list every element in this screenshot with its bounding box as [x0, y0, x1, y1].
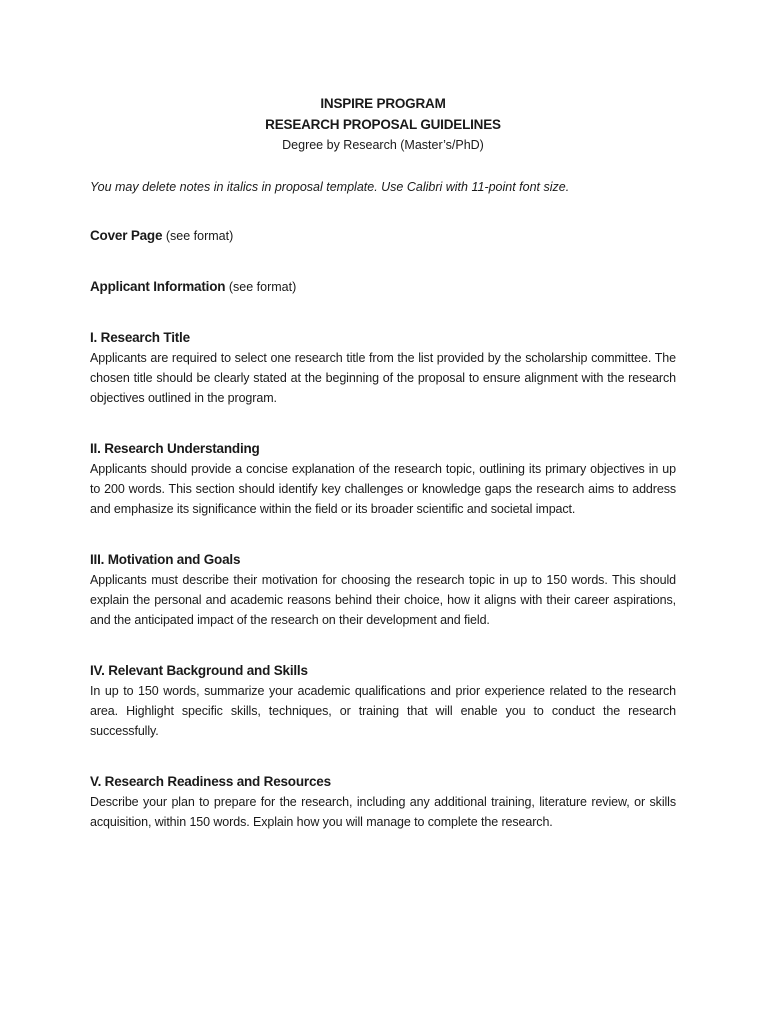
section-background-and-skills [90, 661, 676, 741]
document-page [90, 93, 676, 832]
program-name: INSPIRE PROGRAM [320, 96, 446, 111]
section-body: Describe your plan to prepare for the research, including any additional training, literature review, or skills acquisition, within 150 words. Explain how you will manage to complete the research. [90, 795, 676, 829]
italic-note: You may delete notes in italics in proposal template. Use Calibri with 11-point font size. [90, 180, 570, 194]
title-block [90, 93, 676, 156]
section-research-title [90, 328, 676, 408]
section-body: Applicants must describe their motivation for choosing the research topic in up to 150 words. This should explain the personal and academic reasons behind their choice, how it aligns with their career aspirations, and the anticipated impact of the research on their development and field. [90, 573, 676, 627]
applicant-information-hint: (see format) [228, 280, 297, 294]
section-body: Applicants should provide a concise explanation of the research topic, outlining its primary objectives in up to 200 words. This section should identify key challenges or knowledge gaps the research aims to address and emphasize its significance within the field or its broader scientific and societal impact. [90, 462, 676, 516]
document-subtitle: Degree by Research (Master’s/PhD) [282, 138, 484, 152]
section-motivation-and-goals [90, 550, 676, 630]
document-title: RESEARCH PROPOSAL GUIDELINES [265, 117, 501, 132]
section-readiness-and-resources [90, 772, 676, 832]
applicant-information-label: Applicant Information [90, 279, 226, 294]
cover-page-heading [90, 226, 676, 246]
section-heading: III. Motivation and Goals [90, 552, 241, 567]
section-research-understanding [90, 439, 676, 519]
applicant-information-heading [90, 277, 676, 297]
section-heading: I. Research Title [90, 330, 190, 345]
section-heading: V. Research Readiness and Resources [90, 774, 331, 789]
cover-page-label: Cover Page [90, 228, 163, 243]
section-body: Applicants are required to select one research title from the list provided by the scholarship committee. The chosen title should be clearly stated at the beginning of the proposal to ensure alignment with the research objectives outlined in the program. [90, 351, 676, 405]
section-heading: IV. Relevant Background and Skills [90, 663, 308, 678]
cover-page-hint: (see format) [165, 229, 234, 243]
section-heading: II. Research Understanding [90, 441, 260, 456]
section-body: In up to 150 words, summarize your academic qualifications and prior experience related to the research area. Highlight specific skills, techniques, or training that will enable you to conduct the research successfully. [90, 684, 676, 738]
